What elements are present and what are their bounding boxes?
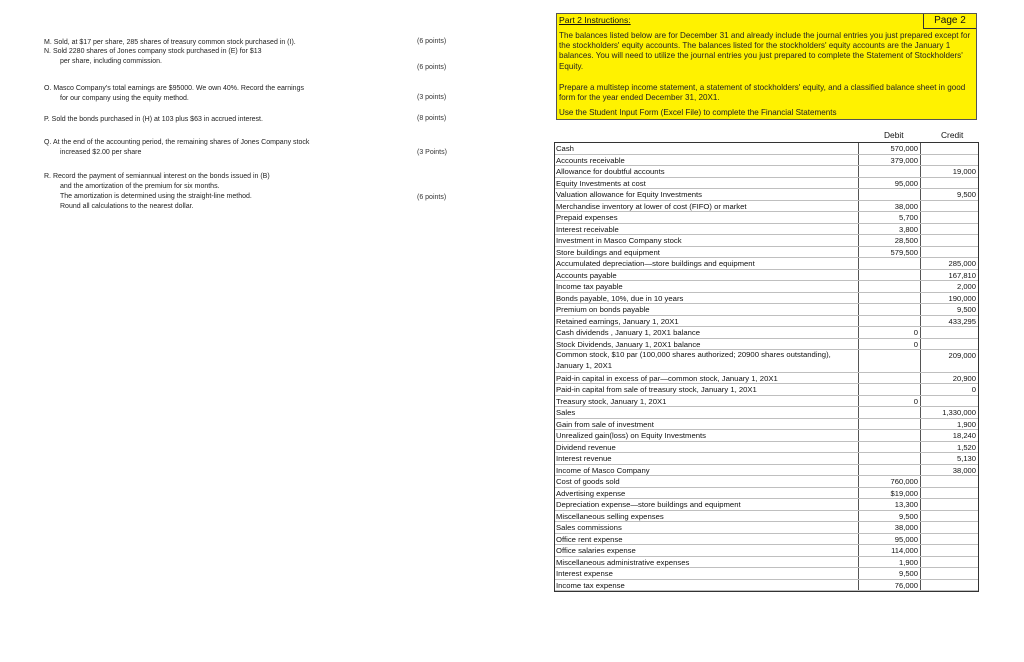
debit-header: Debit <box>884 130 904 140</box>
account-name: Retained earnings, January 1, 20X1 <box>555 316 859 327</box>
problem-line: M. Sold, at $17 per share, 285 shares of treasury common stock purchased in (I). <box>44 39 296 46</box>
debit-amount: 0 <box>859 339 921 350</box>
debit-amount: 95,000 <box>859 534 921 545</box>
debit-amount <box>859 384 921 395</box>
table-row <box>555 511 978 523</box>
table-row <box>555 270 978 282</box>
credit-amount <box>921 488 978 499</box>
debit-amount <box>859 316 921 327</box>
credit-amount <box>921 212 978 223</box>
credit-amount: 5,130 <box>956 454 976 463</box>
debit-amount: 0 <box>859 327 921 338</box>
credit-amount <box>921 476 978 487</box>
debit-amount: 570,000 <box>859 143 921 154</box>
problem-item <box>44 115 263 125</box>
debit-amount <box>859 465 921 476</box>
table-row <box>555 396 978 408</box>
debit-amount <box>859 350 921 372</box>
debit-amount: 76,000 <box>859 580 921 591</box>
account-name: Miscellaneous selling expenses <box>555 511 859 522</box>
trial-balance-table <box>554 142 979 592</box>
instructions-paragraph-2: Prepare a multistep income statement, a statement of stockholders' equity, and a classified balance sheet in good form for the year ended December 31, 20X1. <box>559 83 966 103</box>
table-row <box>555 212 978 224</box>
problem-line: for our company using the equity method. <box>60 95 189 102</box>
account-name: Merchandise inventory at lower of cost (FIFO) or market <box>555 201 859 212</box>
table-row <box>555 327 978 339</box>
account-name: Common stock, $10 par (100,000 shares authorized; 20900 shares outstanding), January 1, 20X1 <box>555 350 859 372</box>
debit-amount: 114,000 <box>859 545 921 556</box>
credit-amount <box>921 499 978 510</box>
debit-amount <box>859 189 921 200</box>
credit-amount: 20,900 <box>952 373 976 383</box>
credit-amount <box>921 201 978 212</box>
table-row <box>555 155 978 167</box>
debit-amount: 579,500 <box>859 247 921 258</box>
debit-amount <box>859 453 921 464</box>
table-row <box>555 465 978 477</box>
problem-line: The amortization is determined using the straight-line method. <box>60 193 252 200</box>
problem-points: (3 points) <box>417 94 447 101</box>
problem-line: and the amortization of the premium for six months. <box>60 183 220 190</box>
table-row <box>555 522 978 534</box>
debit-amount: 5,700 <box>859 212 921 223</box>
credit-amount <box>921 224 978 235</box>
page-number: Page 2 <box>923 14 976 29</box>
problem-line: N. Sold 2280 shares of Jones company stock purchased in (E) for $13 <box>44 48 262 55</box>
credit-amount <box>921 235 978 246</box>
credit-header: Credit <box>941 130 964 140</box>
account-name: Accumulated depreciation—store buildings and equipment <box>555 258 859 269</box>
problem-line: Q. At the end of the accounting period, the remaining shares of Jones Company stock <box>44 139 310 146</box>
credit-amount: 9,500 <box>956 190 976 199</box>
account-name: Premium on bonds payable <box>555 304 859 315</box>
account-name: Investment in Masco Company stock <box>555 235 859 246</box>
account-name: Income tax expense <box>555 580 859 591</box>
table-row <box>555 258 978 270</box>
instructions-box <box>556 13 977 120</box>
debit-amount <box>859 270 921 281</box>
account-name: Office rent expense <box>555 534 859 545</box>
credit-amount: 0 <box>971 385 976 394</box>
credit-amount: 167,810 <box>948 270 976 280</box>
account-name: Store buildings and equipment <box>555 247 859 258</box>
debit-amount: 760,000 <box>859 476 921 487</box>
credit-amount: 190,000 <box>948 293 976 303</box>
credit-amount: 18,240 <box>952 431 976 440</box>
debit-amount: 379,000 <box>859 155 921 166</box>
account-name: Sales commissions <box>555 522 859 533</box>
credit-amount <box>921 522 978 533</box>
credit-amount <box>921 557 978 568</box>
table-row <box>555 430 978 442</box>
instructions-paragraph-1: The balances listed below are for December 31 and already include the journal entries you just prepared except for the stockholders' equity accounts. The balances listed for the stockholders' equity accounts are the January 1 balances. You will need to utilize the journal entries you just prepared to complete the Statement of Stockholders' Equity. <box>559 31 971 71</box>
account-name: Income of Masco Company <box>555 465 859 476</box>
account-name: Equity Investments at cost <box>555 178 859 189</box>
problem-points: (6 points) <box>417 64 447 71</box>
problem-item <box>44 47 262 67</box>
table-row <box>555 453 978 465</box>
table-row <box>555 476 978 488</box>
account-name: Office salaries expense <box>555 545 859 556</box>
debit-amount: 13,300 <box>859 499 921 510</box>
debit-amount: 38,000 <box>859 201 921 212</box>
table-row <box>555 350 978 373</box>
table-row <box>555 545 978 557</box>
table-row <box>555 384 978 396</box>
account-name: Interest receivable <box>555 224 859 235</box>
account-name: Interest revenue <box>555 453 859 464</box>
table-row <box>555 166 978 178</box>
debit-amount: 28,500 <box>859 235 921 246</box>
credit-amount <box>921 155 978 166</box>
credit-amount <box>921 178 978 189</box>
account-name: Paid-in capital in excess of par—common stock, January 1, 20X1 <box>555 373 859 384</box>
problem-line: Round all calculations to the nearest dollar. <box>60 203 194 210</box>
credit-amount <box>921 327 978 338</box>
credit-amount: 209,000 <box>948 351 976 360</box>
debit-amount: 9,500 <box>859 511 921 522</box>
account-name: Unrealized gain(loss) on Equity Investments <box>555 430 859 441</box>
credit-amount: 9,500 <box>956 305 976 314</box>
table-row <box>555 224 978 236</box>
credit-amount <box>921 339 978 350</box>
table-row <box>555 316 978 328</box>
table-row <box>555 534 978 546</box>
table-row <box>555 247 978 259</box>
account-name: Depreciation expense—store buildings and equipment <box>555 499 859 510</box>
problem-line: R. Record the payment of semiannual interest on the bonds issued in (B) <box>44 173 270 180</box>
problem-points: (8 points) <box>417 115 447 122</box>
credit-amount: 19,000 <box>952 167 976 176</box>
account-name: Prepaid expenses <box>555 212 859 223</box>
table-row <box>555 580 978 592</box>
credit-amount <box>921 580 978 591</box>
credit-amount <box>921 568 978 579</box>
account-name: Treasury stock, January 1, 20X1 <box>555 396 859 407</box>
problem-item <box>44 138 309 158</box>
credit-amount <box>921 143 978 154</box>
table-row <box>555 293 978 305</box>
table-row <box>555 189 978 201</box>
account-name: Valuation allowance for Equity Investments <box>555 189 859 200</box>
credit-amount: 2,000 <box>956 282 976 291</box>
account-name: Cash dividends , January 1, 20X1 balance <box>555 327 859 338</box>
table-row <box>555 568 978 580</box>
problem-line: increased $2.00 per share <box>60 149 142 156</box>
table-row <box>555 407 978 419</box>
debit-amount: 9,500 <box>859 568 921 579</box>
account-name: Allowance for doubtful accounts <box>555 166 859 177</box>
table-row <box>555 143 978 155</box>
debit-amount <box>859 281 921 292</box>
debit-amount: $19,000 <box>859 488 921 499</box>
instructions-title: Part 2 Instructions: <box>559 15 631 25</box>
debit-amount <box>859 373 921 384</box>
debit-amount <box>859 430 921 441</box>
account-name: Accounts receivable <box>555 155 859 166</box>
table-row <box>555 201 978 213</box>
account-name: Cost of goods sold <box>555 476 859 487</box>
table-row <box>555 281 978 293</box>
credit-amount: 1,520 <box>956 442 976 452</box>
credit-amount <box>921 396 978 407</box>
account-name: Miscellaneous administrative expenses <box>555 557 859 568</box>
debit-amount <box>859 166 921 177</box>
account-name: Accounts payable <box>555 270 859 281</box>
table-row <box>555 499 978 511</box>
problem-points: (3 Points) <box>417 149 447 156</box>
problem-item <box>44 84 304 104</box>
credit-amount <box>921 247 978 258</box>
debit-amount <box>859 442 921 453</box>
credit-amount: 1,330,000 <box>942 408 976 417</box>
credit-amount: 38,000 <box>952 465 976 475</box>
problem-points: (6 points) <box>417 194 447 201</box>
debit-amount: 38,000 <box>859 522 921 533</box>
instructions-paragraph-3: Use the Student Input Form (Excel File) to complete the Financial Statements <box>559 108 837 117</box>
table-row <box>555 235 978 247</box>
problem-line: P. Sold the bonds purchased in (H) at 103 plus $63 in accrued interest. <box>44 116 263 123</box>
debit-amount: 1,900 <box>859 557 921 568</box>
debit-amount <box>859 258 921 269</box>
debit-amount <box>859 304 921 315</box>
credit-amount <box>921 534 978 545</box>
table-row <box>555 442 978 454</box>
table-row <box>555 419 978 431</box>
credit-amount <box>921 511 978 522</box>
debit-amount: 3,800 <box>859 224 921 235</box>
table-row <box>555 557 978 569</box>
credit-amount: 433,295 <box>948 316 976 326</box>
account-name: Dividend revenue <box>555 442 859 453</box>
account-name: Paid-in capital from sale of treasury stock, January 1, 20X1 <box>555 384 859 395</box>
table-row <box>555 339 978 351</box>
debit-amount <box>859 293 921 304</box>
debit-amount <box>859 407 921 418</box>
table-row <box>555 373 978 385</box>
table-row <box>555 488 978 500</box>
credit-amount: 1,900 <box>956 419 976 429</box>
debit-amount: 95,000 <box>859 178 921 189</box>
account-name: Advertising expense <box>555 488 859 499</box>
credit-amount: 285,000 <box>948 259 976 268</box>
table-row <box>555 304 978 316</box>
problem-item <box>44 172 270 212</box>
account-name: Sales <box>555 407 859 418</box>
account-name: Stock Dividends, January 1, 20X1 balance <box>555 339 859 350</box>
account-name: Interest expense <box>555 568 859 579</box>
debit-amount <box>859 419 921 430</box>
problem-points: (6 points) <box>417 38 447 45</box>
account-name: Cash <box>555 143 859 154</box>
problem-line: O. Masco Company's total earnings are $95000. We own 40%. Record the earnings <box>44 85 304 92</box>
account-name: Gain from sale of investment <box>555 419 859 430</box>
credit-amount <box>921 545 978 556</box>
account-name: Income tax payable <box>555 281 859 292</box>
table-row <box>555 178 978 190</box>
account-name: Bonds payable, 10%, due in 10 years <box>555 293 859 304</box>
debit-amount: 0 <box>859 396 921 407</box>
problem-line: per share, including commission. <box>60 58 162 65</box>
